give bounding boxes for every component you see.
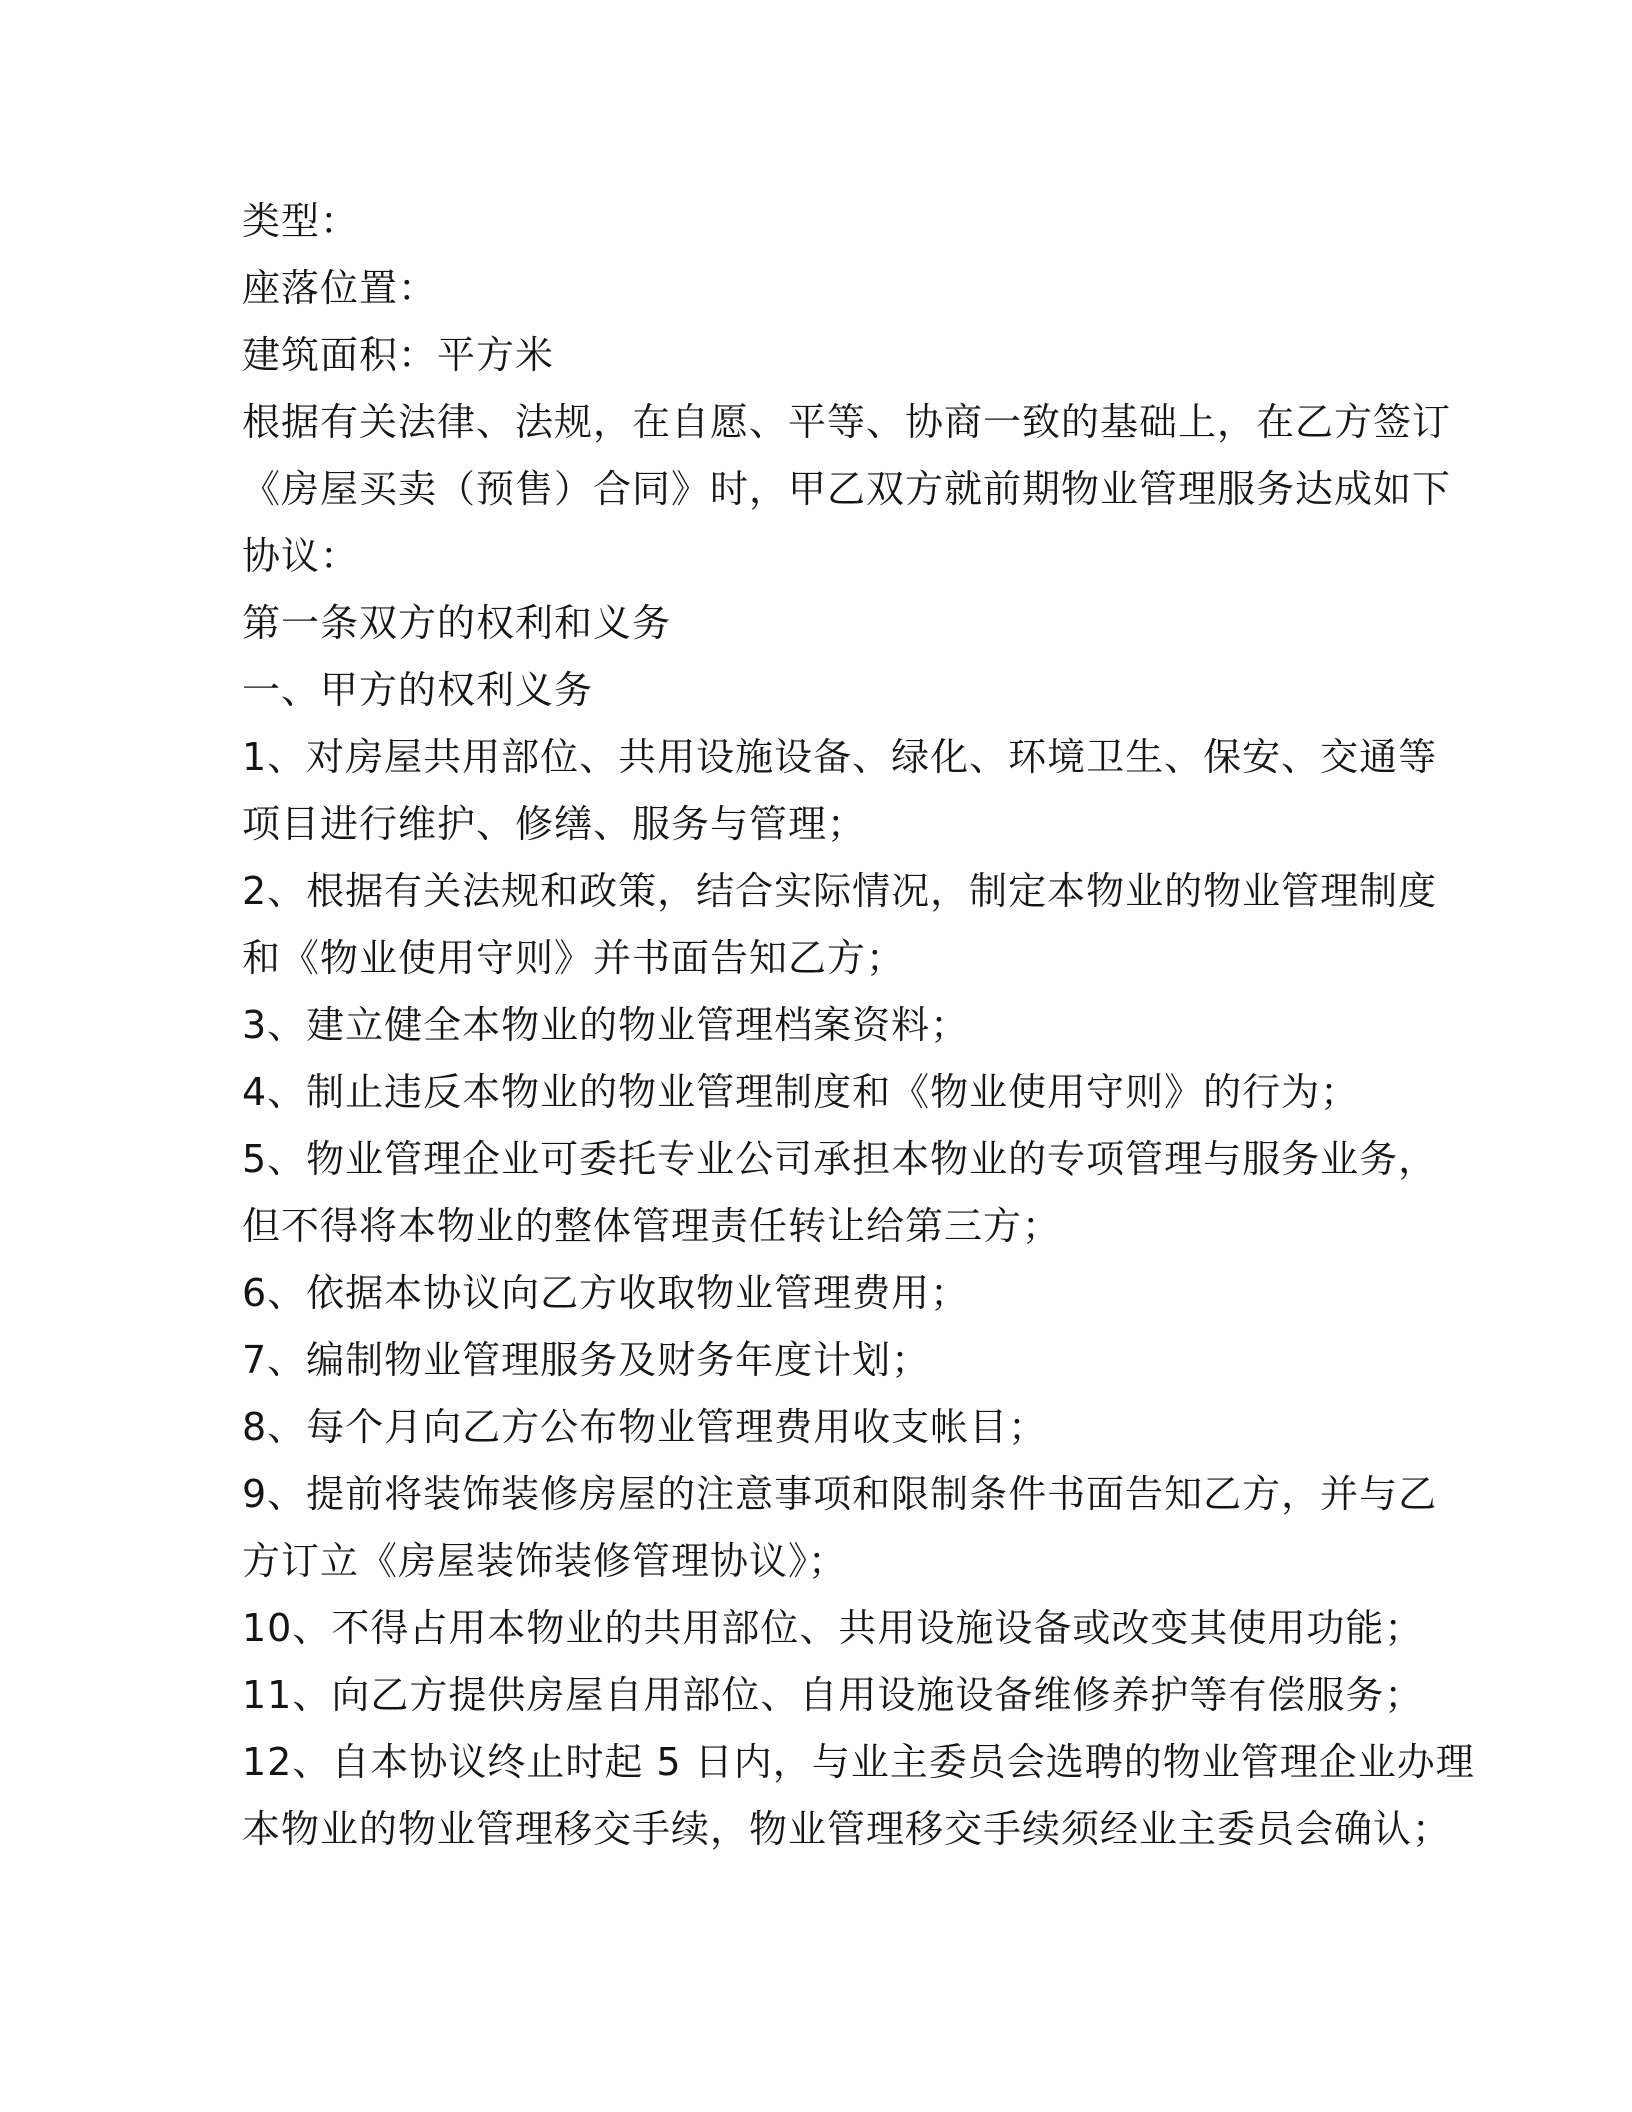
- list-item-text: 4、制止违反本物业的物业管理制度和《物业使用守则》的行为；: [242, 1070, 1360, 1114]
- list-item-text: 1、对房屋共用部位、共用设施设备、绿化、环境卫生、保安、交通等: [242, 735, 1438, 779]
- list-item-text: 3、建立健全本物业的物业管理档案资料；: [242, 1003, 970, 1047]
- document-body: [242, 188, 1475, 1863]
- list-item-text: 5、物业管理企业可委托专业公司承担本物业的专项管理与服务业务，: [242, 1137, 1438, 1181]
- list-item-text: 和《物业使用守则》并书面告知乙方；: [242, 936, 906, 980]
- intro-paragraph-line: 《房屋买卖（预售）合同》时，甲乙双方就前期物业管理服务达成如下: [242, 467, 1452, 511]
- list-item-text: 11、向乙方提供房屋自用部位、自用设施设备维修养护等有偿服务；: [242, 1673, 1424, 1717]
- intro-paragraph-line: 根据有关法律、法规，在自愿、平等、协商一致的基础上，在乙方签订: [242, 400, 1452, 444]
- list-item-text: 6、依据本协议向乙方收取物业管理费用；: [242, 1271, 970, 1315]
- list-item-text: 9、提前将装饰装修房屋的注意事项和限制条件书面告知乙方，并与乙: [242, 1472, 1438, 1516]
- field-building-area: 建筑面积：平方米: [242, 333, 555, 377]
- list-item-text: 本物业的物业管理移交手续，物业管理移交手续须经业主委员会确认；: [242, 1807, 1452, 1851]
- article-heading: 第一条双方的权利和义务: [242, 601, 672, 645]
- list-item-text: 方订立《房屋装饰装修管理协议》；: [242, 1539, 848, 1583]
- list-item-text: 10、不得占用本物业的共用部位、共用设施设备或改变其使用功能；: [242, 1606, 1424, 1650]
- field-location: 座落位置：: [242, 266, 438, 310]
- list-item-text: 7、编制物业管理服务及财务年度计划；: [242, 1338, 931, 1382]
- list-item-text: 8、每个月向乙方公布物业管理费用收支帐目；: [242, 1405, 1048, 1449]
- section-heading: 一、甲方的权利义务: [242, 668, 594, 712]
- list-item-text: 2、根据有关法规和政策，结合实际情况，制定本物业的物业管理制度: [242, 869, 1438, 913]
- list-item-text: 12、自本协议终止时起 5 日内，与业主委员会选聘的物业管理企业办理: [242, 1740, 1475, 1784]
- intro-paragraph-line: 协议：: [242, 534, 360, 578]
- field-type: 类型：: [242, 199, 360, 243]
- list-item-text: 但不得将本物业的整体管理责任转让给第三方；: [242, 1204, 1062, 1248]
- list-item-text: 项目进行维护、修缮、服务与管理；: [242, 802, 867, 846]
